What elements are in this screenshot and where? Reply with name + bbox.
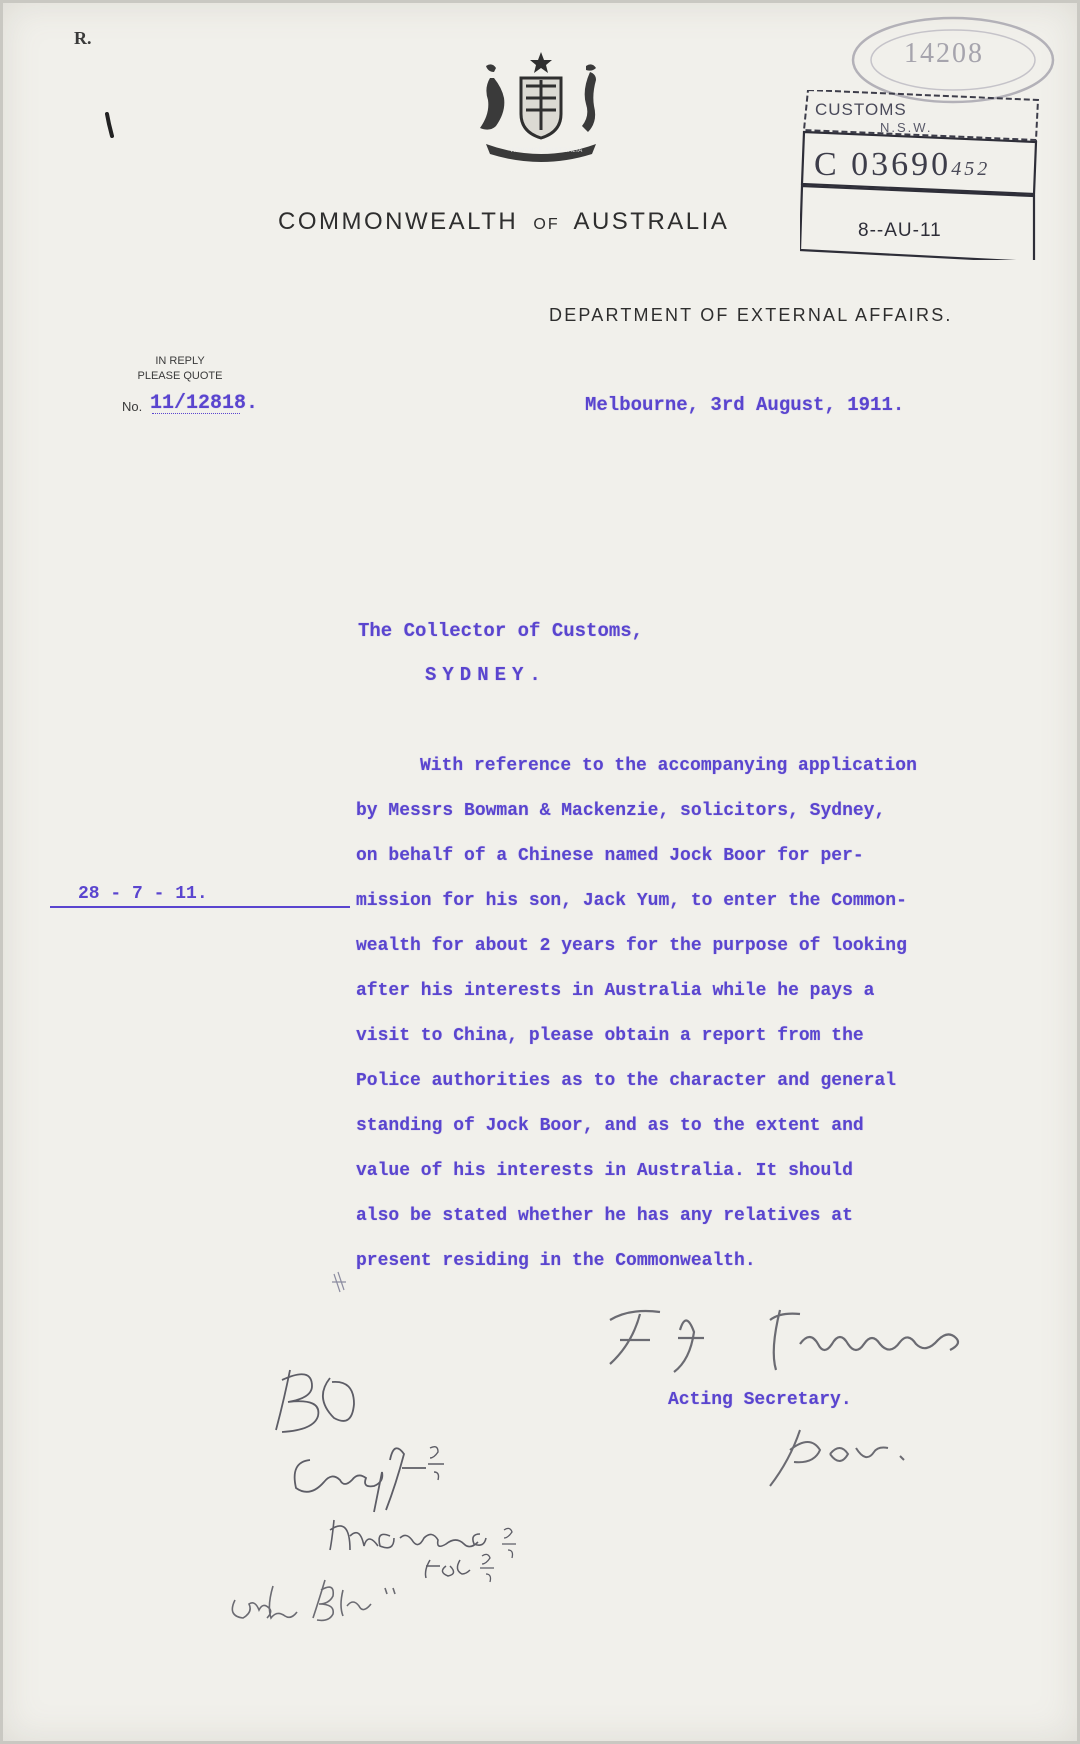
handwritten-per-mark	[760, 1420, 920, 1490]
body-line: by Messrs Bowman & Mackenzie, solicitors, Sydney,	[356, 801, 886, 821]
body-line: mission for his son, Jack Yum, to enter the Common-	[356, 891, 907, 911]
reply-line-1: IN REPLY	[155, 355, 205, 367]
corner-mark: R.	[74, 28, 92, 48]
margin-date: 28 - 7 - 11.	[78, 884, 208, 904]
margin-rule	[50, 906, 350, 908]
reply-number: 11/12818.	[150, 392, 259, 415]
customs-state: N.S.W.	[880, 120, 933, 135]
reply-line-2: PLEASE QUOTE	[137, 370, 223, 382]
title-australia: AUSTRALIA	[573, 208, 730, 235]
reply-number-underline	[152, 413, 240, 414]
handwritten-note	[225, 1570, 445, 1630]
body-line: wealth for about 2 years for the purpose of looking	[356, 936, 907, 956]
department-name: DEPARTMENT OF EXTERNAL AFFAIRS.	[549, 305, 953, 325]
signature-title: Acting Secretary.	[668, 1390, 852, 1410]
file-number-suffix: 452	[951, 158, 991, 180]
ink-mark	[104, 112, 114, 138]
body-line: visit to China, please obtain a report from the	[356, 1026, 864, 1046]
letterhead-title	[278, 208, 729, 236]
body-line: present residing in the Commonwealth.	[356, 1251, 756, 1271]
body-line: after his interests in Australia while he pays a	[356, 981, 875, 1001]
addressee-line-1: The Collector of Customs,	[358, 620, 644, 642]
body-line: Police authorities as to the character and general	[356, 1071, 897, 1091]
letter-date: Melbourne, 3rd August, 1911.	[585, 394, 905, 416]
reply-number-label: No.	[122, 399, 143, 414]
customs-label: CUSTOMS	[815, 100, 907, 119]
margin-tick-mark	[330, 1268, 350, 1298]
body-line: on behalf of a Chinese named Jock Boor for per-	[356, 846, 864, 866]
reply-instruction	[130, 354, 230, 384]
addressee-line-2: SYDNEY.	[425, 664, 547, 686]
handwritten-signature	[600, 1300, 1050, 1380]
body-line: value of his interests in Australia. It should	[356, 1161, 853, 1181]
crest-motto: ADVANCE AUSTRALIA	[511, 148, 583, 154]
stamp-date: 8--AU-11	[858, 220, 942, 241]
file-number-main: C 03690	[814, 146, 952, 183]
title-commonwealth: COMMONWEALTH	[278, 208, 519, 235]
title-of: OF	[533, 216, 560, 233]
received-number: 14208	[904, 38, 984, 69]
body-line: also be stated whether he has any relatives at	[356, 1206, 853, 1226]
body-line: standing of Jock Boor, and as to the extent and	[356, 1116, 864, 1136]
file-number	[814, 146, 990, 184]
body-line: With reference to the accompanying application	[420, 756, 917, 776]
